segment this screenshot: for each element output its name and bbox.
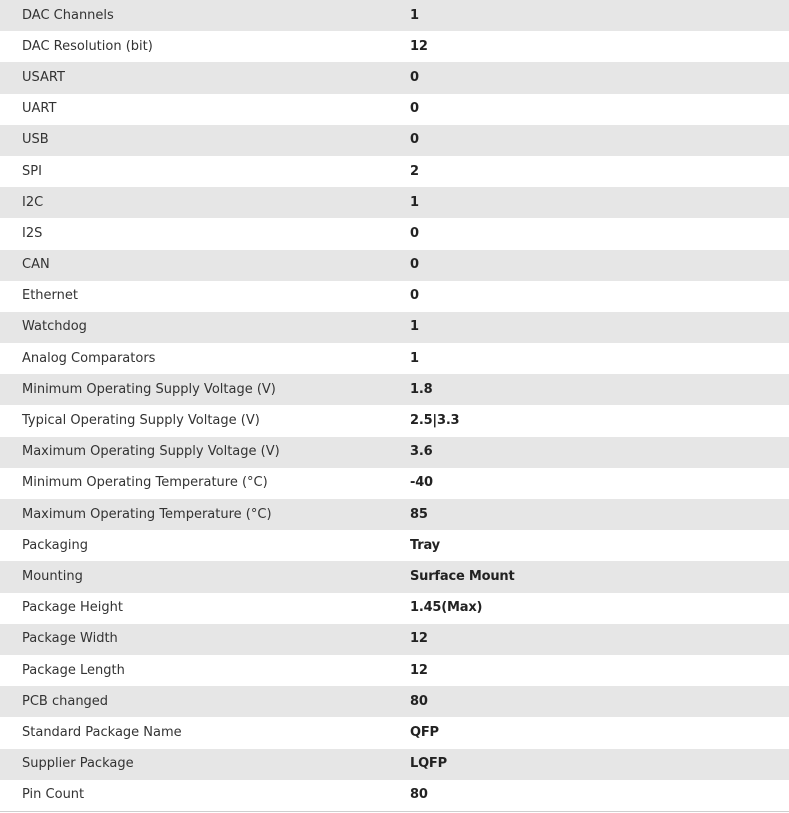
spec-value: 0	[410, 101, 419, 117]
spec-label: DAC Channels	[22, 7, 114, 23]
spec-label: CAN	[22, 257, 50, 273]
spec-value: 12	[410, 631, 428, 647]
spec-value: 0	[410, 257, 419, 273]
spec-label: I2C	[22, 194, 44, 210]
spec-value: 80	[410, 693, 428, 709]
spec-value: 12	[410, 662, 428, 678]
spec-value: 12	[410, 38, 428, 54]
spec-row-spi	[0, 156, 789, 187]
spec-row-analog-comparators	[0, 343, 789, 374]
spec-label: DAC Resolution (bit)	[22, 38, 153, 54]
spec-label: Maximum Operating Temperature (°C)	[22, 506, 272, 522]
spec-label: Pin Count	[22, 787, 85, 803]
spec-label: I2S	[22, 225, 43, 241]
spec-row-standard-package-name	[0, 717, 789, 748]
spec-row-supplier-package	[0, 749, 789, 780]
spec-label: USART	[22, 69, 65, 85]
spec-value: Tray	[410, 537, 440, 553]
spec-row-can	[0, 250, 789, 281]
spec-value: 80	[410, 787, 428, 803]
spec-label: Typical Operating Supply Voltage (V)	[22, 413, 260, 429]
spec-label: Ethernet	[22, 288, 78, 304]
spec-row-max-supply-voltage	[0, 437, 789, 468]
spec-value: 0	[410, 288, 419, 304]
spec-row-min-temperature	[0, 468, 789, 499]
spec-row-max-temperature	[0, 499, 789, 530]
spec-row-dac-resolution	[0, 31, 789, 62]
spec-row-pcb-changed	[0, 686, 789, 717]
spec-value: 2	[410, 163, 419, 179]
spec-row-dac-channels	[0, 0, 789, 31]
spec-label: Mounting	[22, 568, 83, 584]
spec-label: Packaging	[22, 537, 88, 553]
spec-label: Minimum Operating Temperature (°C)	[22, 475, 268, 491]
spec-value: 85	[410, 506, 428, 522]
spec-label: USB	[22, 132, 49, 148]
spec-value: Surface Mount	[410, 568, 515, 584]
spec-row-packaging	[0, 530, 789, 561]
spec-label: UART	[22, 101, 57, 117]
spec-label: Watchdog	[22, 319, 87, 335]
spec-row-usb	[0, 125, 789, 156]
spec-row-usart	[0, 62, 789, 93]
spec-value: 1	[410, 350, 419, 366]
spec-label: Package Width	[22, 631, 118, 647]
spec-row-pin-count	[0, 780, 789, 811]
spec-value: LQFP	[410, 756, 447, 772]
spec-value: 1.8	[410, 381, 433, 397]
spec-row-min-supply-voltage	[0, 374, 789, 405]
spec-value: 1	[410, 7, 419, 23]
spec-row-i2s	[0, 218, 789, 249]
spec-label: PCB changed	[22, 693, 109, 709]
spec-value: 0	[410, 225, 419, 241]
spec-row-uart	[0, 94, 789, 125]
spec-value: 0	[410, 132, 419, 148]
spec-label: Supplier Package	[22, 756, 134, 772]
spec-row-package-width	[0, 624, 789, 655]
spec-row-mounting	[0, 561, 789, 592]
spec-label: Standard Package Name	[22, 724, 182, 740]
spec-row-package-length	[0, 655, 789, 686]
spec-label: Minimum Operating Supply Voltage (V)	[22, 381, 276, 397]
spec-row-ethernet	[0, 281, 789, 312]
spec-label: Package Length	[22, 662, 125, 678]
spec-value: 1	[410, 319, 419, 335]
spec-value: 1	[410, 194, 419, 210]
spec-value: -40	[410, 475, 433, 491]
spec-value: 0	[410, 69, 419, 85]
spec-value: 3.6	[410, 444, 433, 460]
spec-row-i2c	[0, 187, 789, 218]
spec-row-watchdog	[0, 312, 789, 343]
spec-value: QFP	[410, 724, 439, 740]
spec-label: Maximum Operating Supply Voltage (V)	[22, 444, 280, 460]
spec-row-package-height	[0, 593, 789, 624]
spec-label: SPI	[22, 163, 42, 179]
spec-value: 2.5|3.3	[410, 413, 460, 429]
spec-value: 1.45(Max)	[410, 600, 483, 616]
spec-label: Analog Comparators	[22, 350, 156, 366]
table-bottom-divider	[0, 811, 789, 812]
spec-label: Package Height	[22, 600, 123, 616]
spec-row-typical-supply-voltage	[0, 405, 789, 436]
